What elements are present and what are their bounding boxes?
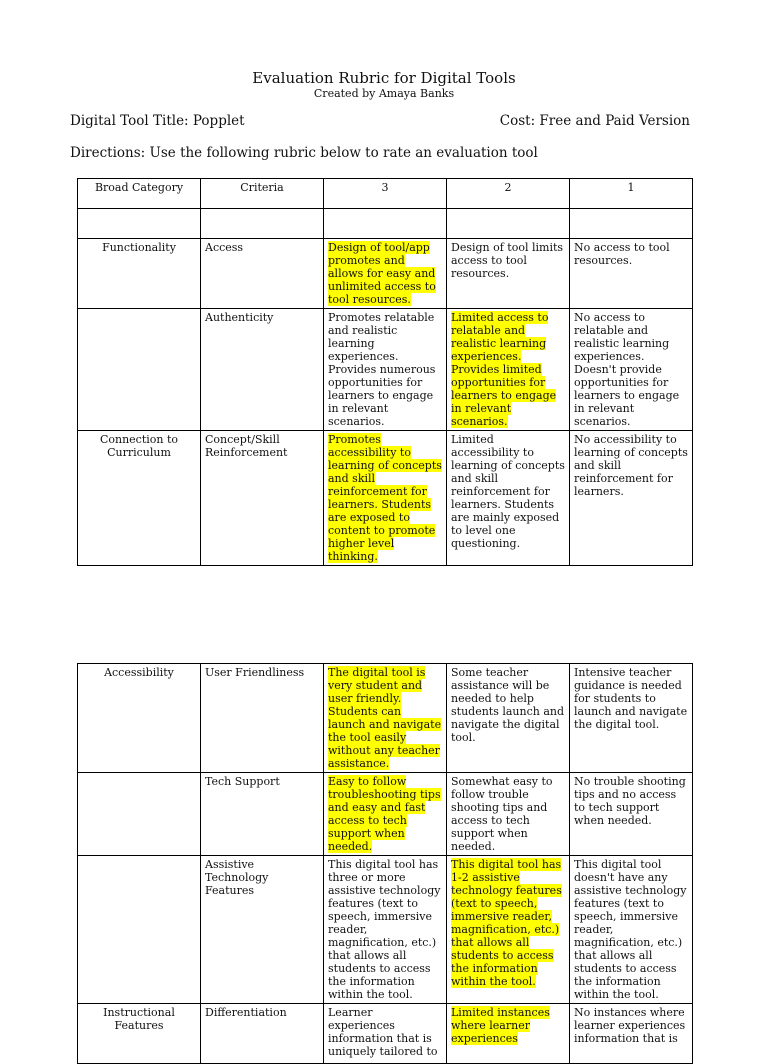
table-row [78,856,693,1004]
score-2-cell: Design of tool limits access to tool resources. [447,239,570,309]
highlighted-text: Limited access to relatable and realistic learning experiences. Provides limited opportunities for learners to engage in relevant scenarios. [451,311,557,428]
highlighted-text: Limited instances where learner experiences [451,1006,550,1045]
rubric-table-page-1 [77,178,693,566]
empty-cell [324,209,447,239]
score-3-cell: This digital tool has three or more assistive technology features (text to speech, immersive reader, magnification, etc.) that allows all students to access the information within the tool. [324,856,447,1004]
empty-cell [201,209,324,239]
category-cell [78,773,201,856]
table-row [78,431,693,566]
rubric-table-page-2 [77,663,693,1064]
score-2-cell: Some teacher assistance will be needed to help students launch and navigate the digital tool. [447,664,570,773]
directions-text: Directions: Use the following rubric below to rate an evaluation tool [70,145,538,161]
score-1-cell: No instances where learner experiences information that is [570,1004,693,1064]
column-header-score-3: 3 [324,179,447,209]
highlighted-text: Easy to follow troubleshooting tips and easy and fast access to tech support when needed. [328,775,441,853]
criteria-cell: Authenticity [201,309,324,431]
category-cell: Instructional Features [78,1004,201,1064]
category-cell [78,309,201,431]
score-3-cell [324,239,447,309]
empty-cell [570,209,693,239]
score-2-cell: Somewhat easy to follow trouble shooting tips and access to tech support when needed. [447,773,570,856]
score-1-cell: No access to tool resources. [570,239,693,309]
criteria-cell: Assistive Technology Features [201,856,324,1004]
highlighted-text: This digital tool has 1-2 assistive technology features (text to speech, immersive reader, magnification, etc.) that allows all students to access the information within the tool. [451,858,562,988]
column-header-score-2: 2 [447,179,570,209]
highlighted-text: Design of tool/app promotes and allows for easy and unlimited access to tool resources. [328,241,436,306]
table-row [78,239,693,309]
table-row [78,309,693,431]
score-1-cell: No trouble shooting tips and no access to tech support when needed. [570,773,693,856]
score-2-cell [447,1004,570,1064]
category-cell: Connection to Curriculum [78,431,201,566]
column-header-criteria: Criteria [201,179,324,209]
highlighted-text: The digital tool is very student and user friendly. Students can launch and navigate the tool easily without any teacher assistance. [328,666,442,770]
column-header-category: Broad Category [78,179,201,209]
score-3-cell: Promotes relatable and realistic learning experiences. Provides numerous opportunities for learners to engage in relevant scenarios. [324,309,447,431]
criteria-cell: Tech Support [201,773,324,856]
table-header-row [78,179,693,209]
score-2-cell [447,856,570,1004]
criteria-cell: Differentiation [201,1004,324,1064]
empty-row [78,209,693,239]
score-1-cell: Intensive teacher guidance is needed for students to launch and navigate the digital tool. [570,664,693,773]
score-3-cell: Learner experiences information that is uniquely tailored to [324,1004,447,1064]
score-1-cell: No access to relatable and realistic learning experiences. Doesn't provide opportunities for learners to engage in relevant scenarios. [570,309,693,431]
empty-cell [78,209,201,239]
score-2-cell: Limited accessibility to learning of concepts and skill reinforcement for learners. Students are mainly exposed to level one questioning. [447,431,570,566]
table-row [78,773,693,856]
score-2-cell [447,309,570,431]
document-subtitle: Created by Amaya Banks [313,87,455,100]
score-3-cell [324,431,447,566]
category-cell: Accessibility [78,664,201,773]
criteria-cell: Access [201,239,324,309]
table-row [78,664,693,773]
category-cell [78,856,201,1004]
table-row [78,1004,693,1064]
cost-label: Cost: Free and Paid Version [499,113,690,129]
empty-cell [447,209,570,239]
highlighted-text: Promotes accessibility to learning of concepts and skill reinforcement for learners. Students are exposed to content to promote higher level thinking. [328,433,442,563]
score-1-cell: No accessibility to learning of concepts and skill reinforcement for learners. [570,431,693,566]
document-title: Evaluation Rubric for Digital Tools [252,69,516,87]
score-3-cell [324,664,447,773]
criteria-cell: Concept/Skill Reinforcement [201,431,324,566]
score-3-cell [324,773,447,856]
criteria-cell: User Friendliness [201,664,324,773]
tool-title: Digital Tool Title: Popplet [70,113,245,129]
category-cell: Functionality [78,239,201,309]
column-header-score-1: 1 [570,179,693,209]
score-1-cell: This digital tool doesn't have any assistive technology features (text to speech, immersive reader, magnification, etc.) that allows all students to access the information within the tool. [570,856,693,1004]
